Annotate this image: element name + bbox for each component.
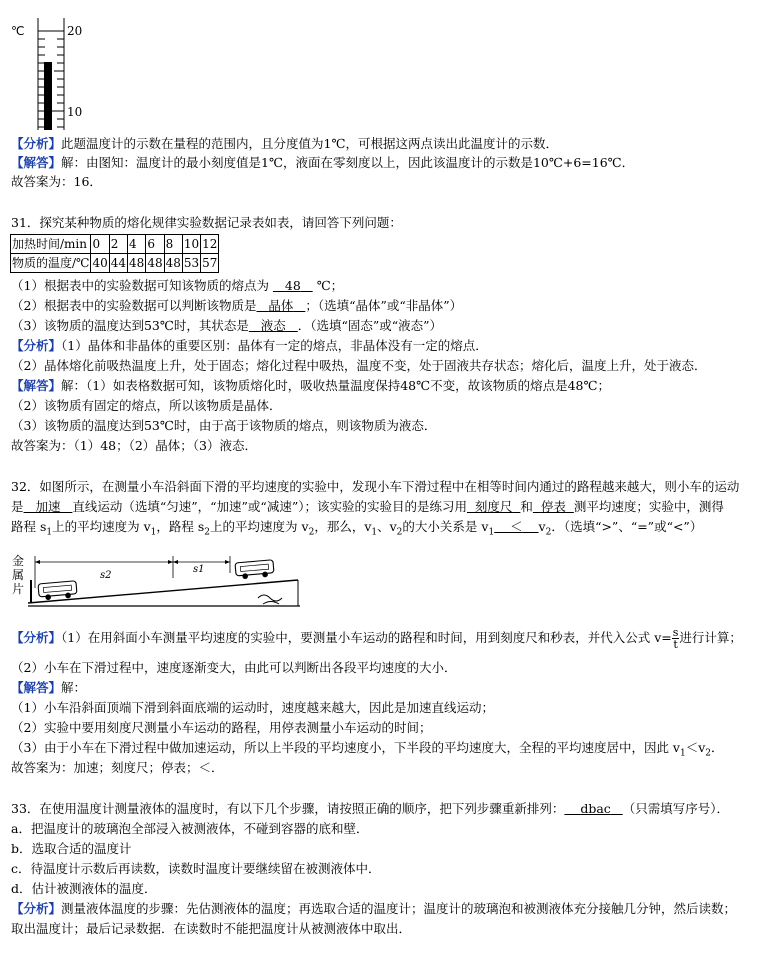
table-cell: 12	[201, 235, 219, 254]
q30-analysis: 【分析】此题温度计的示数在量程的范围内，且分度值为1℃，可根据这两点读出此温度计的示数．	[11, 136, 558, 151]
cart-top	[235, 560, 274, 580]
table-cell: 53	[182, 254, 200, 273]
q33-step-b: b．选取合适的温度计	[11, 841, 132, 856]
answer-blank: 48	[284, 278, 301, 293]
q31-analysis-1: 【分析】（1）晶体和非晶体的重要区别：晶体有一定的熔点，非晶体没有一定的熔点．	[11, 338, 488, 353]
table-cell: 10	[182, 235, 200, 254]
analysis-tag: 【分析】	[11, 136, 62, 151]
q31-part3: （3）该物质的温度达到53℃时，其状态是 液态 ．（选填“固态”或“液态”）	[11, 318, 443, 333]
q33-analysis-2: 取出温度计；最后记录数据．在读数时不能把温度计从被测液体中取出．	[11, 921, 412, 936]
analysis-tag: 【分析】	[11, 901, 62, 916]
q32-answer-head: 【解答】解：	[11, 680, 87, 695]
q33-question: 33．在使用温度计测量液体的温度时，有以下几个步骤，请按照正确的顺序，把下列步骤重新排列： dbac （只需填写序号）．	[11, 801, 729, 816]
q33-step-a: a．把温度计的玻璃泡全部浸入被测液体，不碰到容器的底和壁．	[11, 821, 369, 836]
q32-line-1: 32．如图所示，在测量小车沿斜面下滑的平均速度的实验中，发现小车下滑过程中在相等时间内通过的路程越来越大，则小车的运动	[11, 479, 740, 494]
metal-sheet-label: 片	[12, 582, 25, 596]
answer-blank: 加速	[35, 499, 61, 514]
answer-blank: dbac	[580, 801, 611, 816]
analysis-tag: 【分析】	[11, 630, 62, 645]
q31-final: 故答案为：（1）48；（2）晶体；（3）液态．	[11, 438, 258, 453]
table-cell: 48	[146, 254, 164, 273]
q31-answer-1: 【解答】解：（1）如表格数据可知，该物质熔化时，吸收热量温度保持48℃不变，故该物质的熔点是48℃；	[11, 378, 610, 393]
q31-part2: （2）根据表中的实验数据可以判断该物质是 晶体 ；（选填“晶体”或“非晶体”）	[11, 298, 463, 313]
q31-question: 31．探究某种物质的熔化规律实验数据记录表如表，请回答下列问题：	[11, 215, 402, 230]
cart-bottom	[38, 581, 77, 601]
q32-line-3: 路程 $s_1$上的平均速度为 $v_1$，路程 $s_2$上的平均速度为 $v_2$，那么，$v_1$、$v_2$的大小关系是 $v_1$ ＜ $v_2$．（选填“>”、“=”或“<”）	[11, 519, 703, 538]
thermometer-figure	[8, 18, 98, 133]
thermometer-label-top: 20	[67, 24, 83, 38]
s1-label: s1	[193, 564, 205, 575]
q32-answer-3: （3）由于小车在下滑过程中做加速运动，所以上半段的平均速度小，下半段的平均速度大，全程的平均速度居中，因此 $v_1<v_2$．	[11, 740, 724, 759]
answer-blank: 晶体	[268, 298, 294, 313]
table-cell: 6	[146, 235, 164, 254]
q30-answer: 【解答】解：由图知：温度计的最小刻度值是1℃，液面在零刻度以上，因此该温度计的示数是10℃+6=16℃．	[11, 155, 635, 170]
table-row	[11, 254, 219, 273]
s2-label: s2	[100, 570, 112, 581]
thermometer-unit: ℃	[11, 24, 25, 38]
q32-final: 故答案为：加速；刻度尺；停表；＜．	[11, 760, 224, 775]
table-header-time: 加热时间/min	[11, 235, 91, 254]
answer-blank: 停表	[540, 499, 566, 514]
q33-step-c: c．待温度计示数后再读数，读数时温度计要继续留在被测液体中．	[11, 861, 381, 876]
table-row	[11, 235, 219, 254]
q32-analysis-2: （2）小车在下滑过程中，速度逐渐变大，由此可以判断出各段平均速度的大小．	[11, 660, 457, 675]
table-cell: 40	[91, 254, 109, 273]
table-cell: 2	[109, 235, 127, 254]
thermometer-liquid-column	[44, 62, 52, 130]
q32-answer-1: （1）小车沿斜面顶端下滑到斜面底端的运动时，速度越来越大，因此是加速直线运动；	[11, 700, 494, 715]
answer-tag: 【解答】	[11, 680, 62, 695]
answer-tag: 【解答】	[11, 155, 62, 170]
table-cell: 4	[128, 235, 146, 254]
q31-answer-3: （3）该物质的温度达到53℃时，由于高于该物质的熔点，则该物质为液态．	[11, 418, 437, 433]
metal-sheet-label: 属	[12, 568, 25, 582]
q32-analysis-1: 【分析】（1）在用斜面小车测量平均速度的实验中，要测量小车运动的路程和时间，用到刻度尺和秒表，并代入公式 v= $\frac{s}{t}$ 进行计算；	[11, 626, 742, 651]
q33-analysis-1: 【分析】测量液体温度的步骤：先估测液体的温度；再选取合适的温度计；温度计的玻璃泡和被测液体充分接触几分钟，然后读数；	[11, 901, 737, 916]
analysis-tag: 【分析】	[11, 338, 62, 353]
table-cell: 8	[164, 235, 182, 254]
table-cell: 0	[91, 235, 109, 254]
answer-tag: 【解答】	[11, 378, 62, 393]
metal-sheet-label: 金	[12, 554, 25, 568]
q32-line-2: 是 加速 直线运动（选填“匀速”，“加速”或“减速”）；该实验的实验目的是练习用 刻度尺 和 停表 测平均速度；实验中，测得	[11, 499, 724, 514]
incline-cart-figure	[8, 548, 303, 613]
q30-final: 故答案为：16．	[11, 174, 102, 189]
answer-blank: 液态	[260, 318, 286, 333]
table-cell: 44	[109, 254, 127, 273]
q31-answer-2: （2）该物质有固定的熔点，所以该物质是晶体．	[11, 398, 282, 413]
q32-answer-2: （2）实验中要用刻度尺测量小车运动的路程，用停表测量小车运动的时间；	[11, 720, 432, 735]
thermometer-label-bottom: 10	[67, 105, 83, 119]
table-header-temperature: 物质的温度/℃	[11, 254, 91, 273]
q31-part1: （1）根据表中的实验数据可知该物质的熔点为 48 ℃；	[11, 278, 344, 293]
formula-fraction: $\frac{s}{t}$	[672, 626, 679, 651]
answer-blank: 刻度尺	[474, 499, 513, 514]
q31-data-table	[10, 234, 219, 273]
table-cell: 48	[128, 254, 146, 273]
q33-step-d: d．估计被测液体的温度．	[11, 881, 157, 896]
answer-blank: ＜	[510, 519, 523, 534]
table-cell: 48	[164, 254, 182, 273]
q31-analysis-2: （2）晶体熔化前吸热温度上升，处于固态；熔化过程中吸热，温度不变，处于固液共存状态；熔化后，温度上升，处于液态．	[11, 358, 707, 373]
table-cell: 57	[201, 254, 219, 273]
